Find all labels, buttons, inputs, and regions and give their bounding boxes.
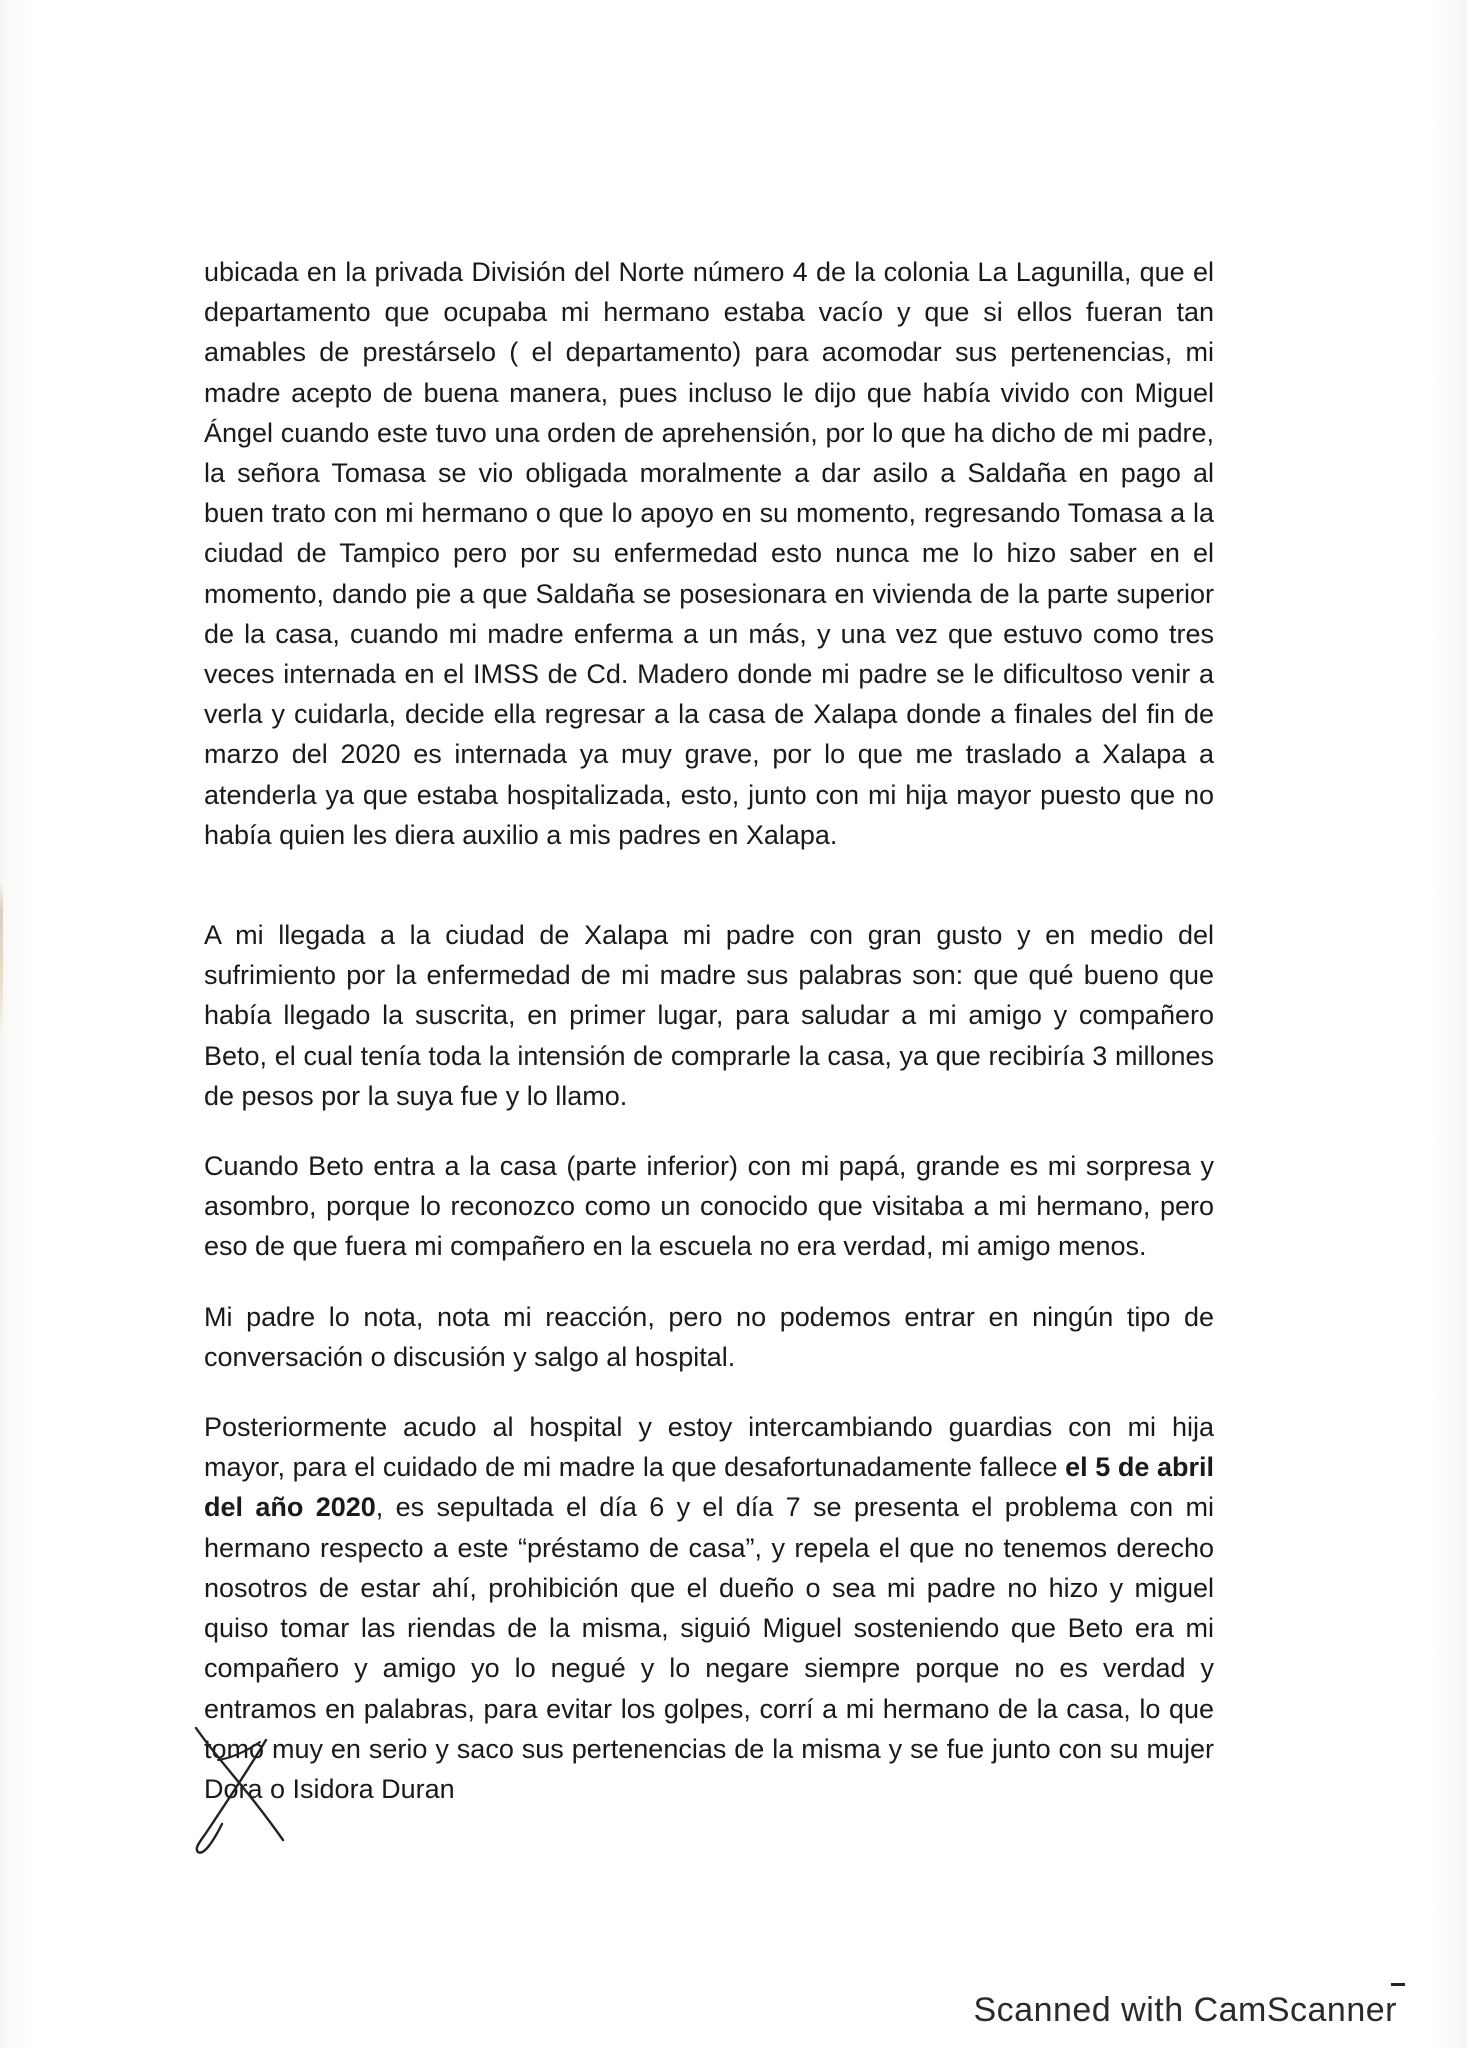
handwritten-signature-icon: [188, 1720, 308, 1860]
scanner-watermark: Scanned with CamScanner: [973, 1991, 1397, 2029]
paragraph-3: Cuando Beto entra a la casa (parte inferior) con mi papá, grande es mi sorpresa y asombro, porque lo reconozco como un conocido que visitaba a mi hermano, pero eso de que fuera mi compañero en la escuela no era verdad, mi amigo menos.: [204, 1151, 1214, 1262]
paragraph-5-bold-date: el 5 de abril del año 2020: [204, 1452, 1214, 1523]
paragraph-5: [204, 1407, 1214, 1809]
paragraph-5-part-1: Posteriormente acudo al hospital y estoy intercambiando guardias con mi hija mayor, para el cuidado de mi madre la que desafortunadamente fallece: [204, 1412, 1214, 1483]
document-body: [204, 252, 1214, 1849]
paragraph-4: Mi padre lo nota, nota mi reacción, pero no podemos entrar en ningún tipo de conversación o discusión y salgo al hospital.: [204, 1301, 1214, 1372]
corner-mark: [1391, 1983, 1405, 1986]
scan-edge-mark: [0, 880, 3, 1040]
paragraph-2: A mi llegada a la ciudad de Xalapa mi padre con gran gusto y en medio del sufrimiento por la enfermedad de mi madre sus palabras son: que qué bueno que había llegado la suscrita, en primer lugar, para saludar a mi amigo y compañero Beto, el cual tenía toda la intensión de comprarle la casa, ya que recibiría 3 millones de pesos por la suya fue y lo llamo.: [204, 920, 1214, 1111]
paragraph-5-part-2: , es sepultada el día 6 y el día 7 se presenta el problema con mi hermano respecto a este “préstamo de casa”, y repela el que no tenemos derecho nosotros de estar ahí, prohibición que el dueño o sea mi padre no hizo y miguel quiso tomar las riendas de la misma, siguió Miguel sosteniendo que Beto era mi compañero y amigo yo lo negué y lo negare siempre porque no es verdad y entramos en palabras, para evitar los golpes, corrí a mi hermano de la casa, lo que tomo muy en serio y saco sus pertenencias de la misma y se fue junto con su mujer Dora o Isidora Duran: [204, 1492, 1214, 1804]
paragraph-1: ubicada en la privada División del Norte número 4 de la colonia La Lagunilla, que el departamento que ocupaba mi hermano estaba vacío y que si ellos fueran tan amables de prestárselo ( el departamento) para acomodar sus pertenencias, mi madre acepto de buena manera, pues incluso le dijo que había vivido con Miguel Ángel cuando este tuvo una orden de aprehensión, por lo que ha dicho de mi padre, la señora Tomasa se vio obligada moralmente a dar asilo a Saldaña en pago al buen trato con mi hermano o que lo apoyo en su momento, regresando Tomasa a la ciudad de Tampico pero por su enfermedad esto nunca me lo hizo saber en el momento, dando pie a que Saldaña se posesionara en vivienda de la parte superior de la casa, cuando mi madre enferma a un más, y una vez que estuvo como tres veces internada en el IMSS de Cd. Madero donde mi padre se le dificultoso venir a verla y cuidarla, decide ella regresar a la casa de Xalapa donde a finales del fin de marzo del 2020 es internada ya muy grave, por lo que me traslado a Xalapa a atenderla ya que estaba hospitalizada, esto, junto con mi hija mayor puesto que no había quien les diera auxilio a mis padres en Xalapa.: [204, 257, 1214, 850]
